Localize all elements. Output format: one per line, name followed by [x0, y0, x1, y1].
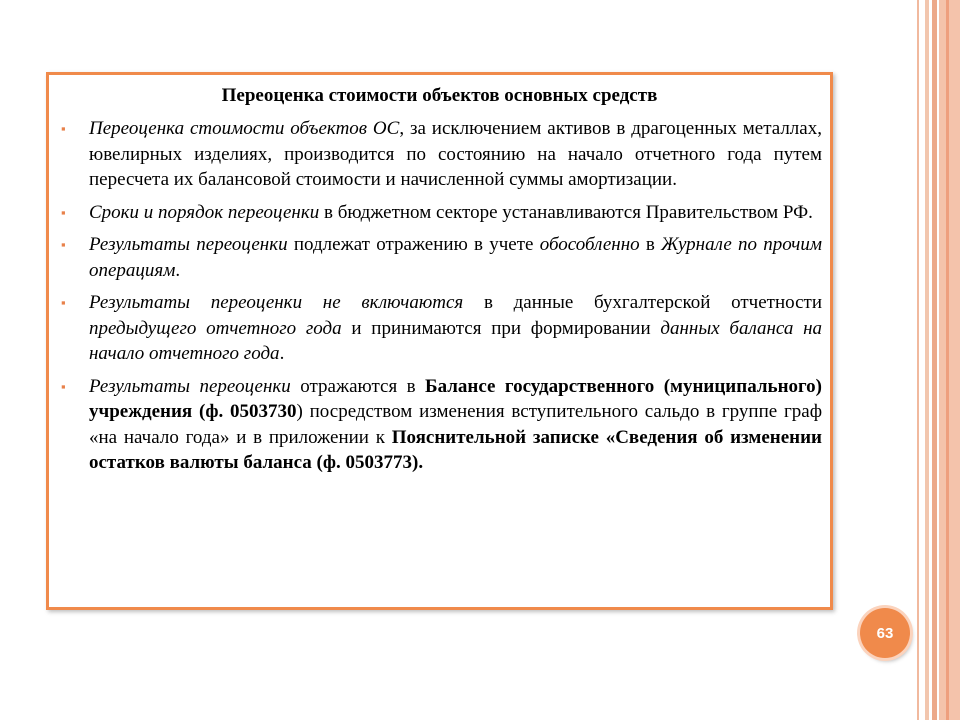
- bullet-text: в: [639, 234, 662, 255]
- bullet-text: и принимаются при формировании: [341, 317, 661, 339]
- decorative-stripe: [939, 0, 960, 720]
- bullet-text-bold: Пояснительной записке «Сведения об изменении остатков валюты баланса (ф. 0503773).: [89, 426, 822, 473]
- bullet-list: [61, 116, 822, 483]
- bullet-text: в данные бухгалтерской отчетности: [463, 292, 822, 313]
- bullet-item: [61, 374, 822, 476]
- bullet-item: [61, 200, 822, 226]
- bullet-text: ) посредством изменения вступительного сальдо в группе граф «на начало года» и в приложении к: [89, 401, 822, 448]
- slide-title: Переоценка стоимости объектов основных средств: [221, 85, 658, 106]
- bullet-text-italic: Сроки и порядок переоценки: [89, 201, 320, 223]
- bullet-text-italic: Журнале по прочим операциям: [89, 234, 822, 281]
- content-box: [46, 72, 833, 610]
- decorative-stripe: [917, 0, 919, 720]
- bullet-text-italic: предыдущего отчетного года: [89, 317, 342, 339]
- bullet-text-italic: Переоценка стоимости объектов ОС: [89, 118, 400, 139]
- bullet-text-italic: данных баланса на начало отчетного года: [89, 317, 822, 364]
- bullet-marker-icon: ▪: [61, 237, 66, 252]
- bullet-item: [61, 290, 822, 367]
- bullet-text: отражаются в: [290, 375, 426, 397]
- decorative-stripe: [932, 0, 937, 720]
- bullet-marker-icon: ▪: [61, 121, 66, 136]
- page-number-badge: 63: [860, 608, 910, 658]
- bullet-text-italic: Результаты переоценки: [89, 234, 288, 255]
- decorative-stripe: [946, 0, 949, 720]
- bullet-text-italic: обособленно: [539, 234, 640, 255]
- decorative-stripe: [925, 0, 929, 720]
- bullet-text: в бюджетном секторе устанавливаются Правительством РФ.: [319, 201, 813, 223]
- bullet-text: подлежат отражению в учете: [287, 234, 540, 255]
- bullet-text: .: [279, 343, 285, 364]
- bullet-text: , за исключением активов в драгоценных металлах, ювелирных изделиях, производится по состоянию на начало отчетного года путем пересчета их балансовой стоимости и начисленной суммы амортизации.: [89, 118, 822, 190]
- bullet-marker-icon: ▪: [61, 204, 66, 220]
- bullet-text-bold: Балансе государственного (муниципального) учреждения (ф. 0503730: [89, 375, 822, 422]
- bullet-text-italic: Результаты переоценки не включаются: [89, 292, 464, 313]
- bullet-item: [61, 232, 822, 283]
- bullet-marker-icon: ▪: [61, 378, 66, 394]
- bullet-marker-icon: ▪: [61, 295, 66, 310]
- bullet-text-italic: Результаты переоценки: [89, 375, 291, 397]
- bullet-item: [61, 116, 822, 193]
- bullet-text: .: [175, 259, 181, 281]
